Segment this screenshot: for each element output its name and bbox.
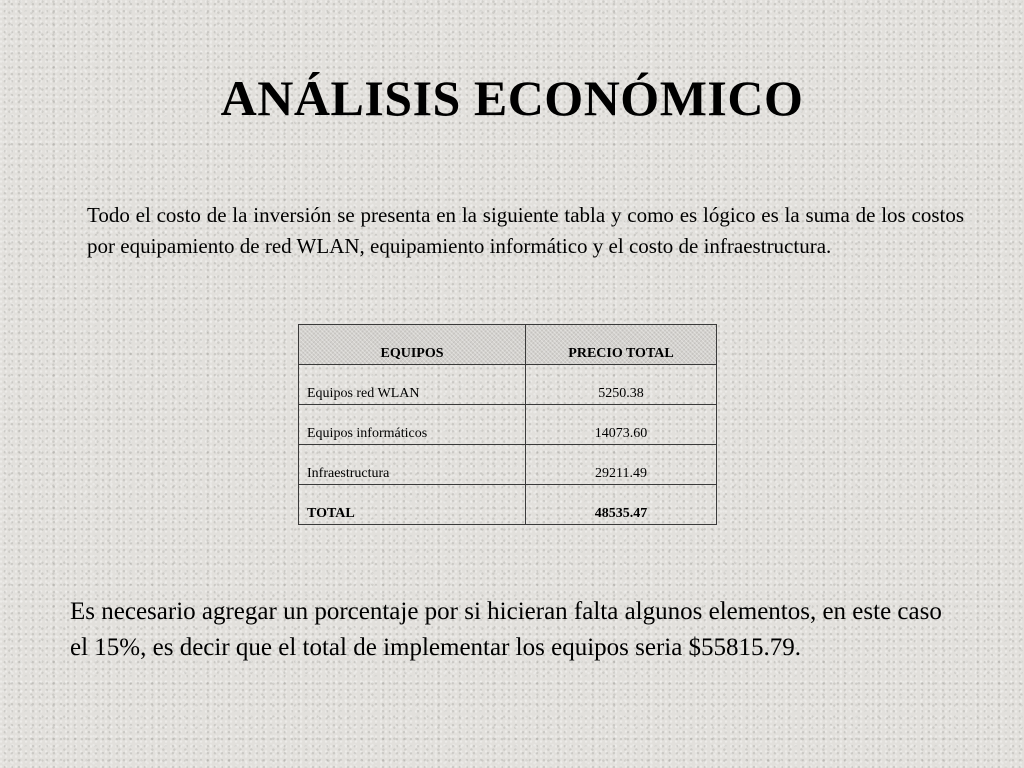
table-total-row (299, 485, 717, 525)
table-row (299, 365, 717, 405)
table-row (299, 445, 717, 485)
header-equipos: EQUIPOS (299, 325, 526, 365)
row-item-label: Equipos informáticos (299, 405, 526, 445)
row-item-label: Equipos red WLAN (299, 365, 526, 405)
table-row (299, 405, 717, 445)
row-item-label: Infraestructura (299, 445, 526, 485)
cost-table-container (298, 324, 717, 525)
header-precio-total: PRECIO TOTAL (526, 325, 717, 365)
conclusion-paragraph: Es necesario agregar un porcentaje por si hicieran falta algunos elementos, en este caso el 15%, es decir que el total de implementar los equipos seria $55815.79. (70, 598, 942, 661)
total-label: TOTAL (299, 485, 526, 525)
intro-paragraph: Todo el costo de la inversión se presenta en la siguiente tabla y como es lógico es la suma de los costos por equipamiento de red WLAN, equipamiento informático y el costo de infraestructura. (87, 203, 964, 258)
table-header-row (299, 325, 717, 365)
cost-table (298, 324, 717, 525)
row-item-price: 29211.49 (526, 445, 717, 485)
row-item-price: 14073.60 (526, 405, 717, 445)
total-price: 48535.47 (526, 485, 717, 525)
slide-title: ANÁLISIS ECONÓMICO (220, 70, 804, 126)
row-item-price: 5250.38 (526, 365, 717, 405)
